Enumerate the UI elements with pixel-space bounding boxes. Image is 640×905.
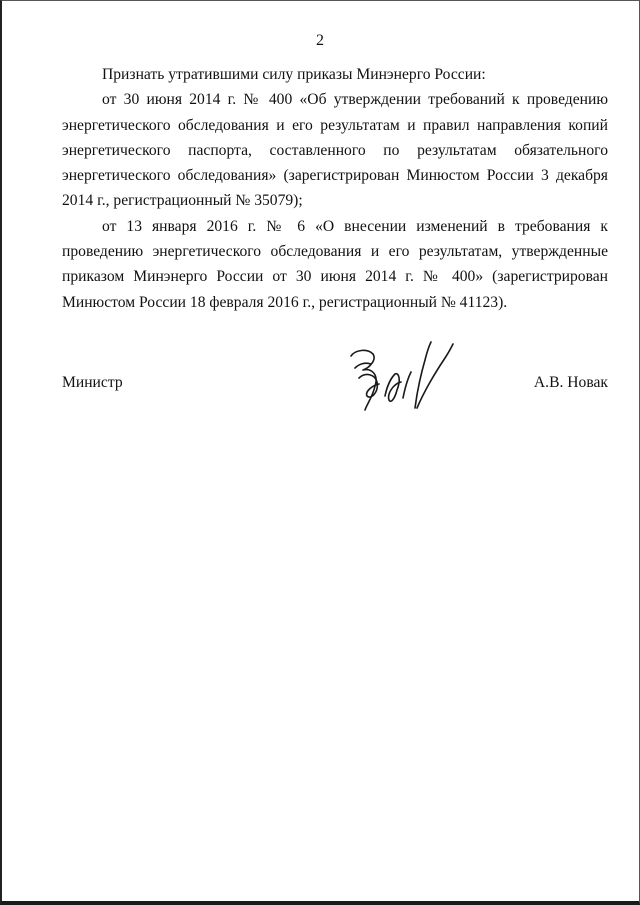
- paragraph-order-400: от 30 июня 2014 г. № 400 «Об утверждении требований к проведению энергетического обследования и его результатам и правил направления копий энергетического паспорта, составленного по результатам обязательного энергетического обследования» (зарегистрирован Минюстом России 3 декабря 2014 г., регистрационный № 35079);: [62, 91, 608, 210]
- handwritten-signature: [345, 338, 457, 414]
- page-number: 2: [316, 32, 324, 49]
- minister-title: Министр: [62, 374, 123, 391]
- paragraph-order-6: от 13 января 2016 г. № 6 «О внесении изменений в требования к проведению энергетического обследования и его результатам, утвержденные приказом Минэнерго России от 30 июня 2014 г. № 400» (зарегистрирован Минюстом России 18 февраля 2016 г., регистрационный № 41123).: [62, 217, 608, 311]
- minister-name: А.В. Новак: [533, 374, 608, 391]
- document-body: [62, 62, 608, 315]
- signature-block: [62, 374, 608, 398]
- paragraph-intro: Признать утратившими силу приказы Минэнерго России:: [102, 66, 486, 83]
